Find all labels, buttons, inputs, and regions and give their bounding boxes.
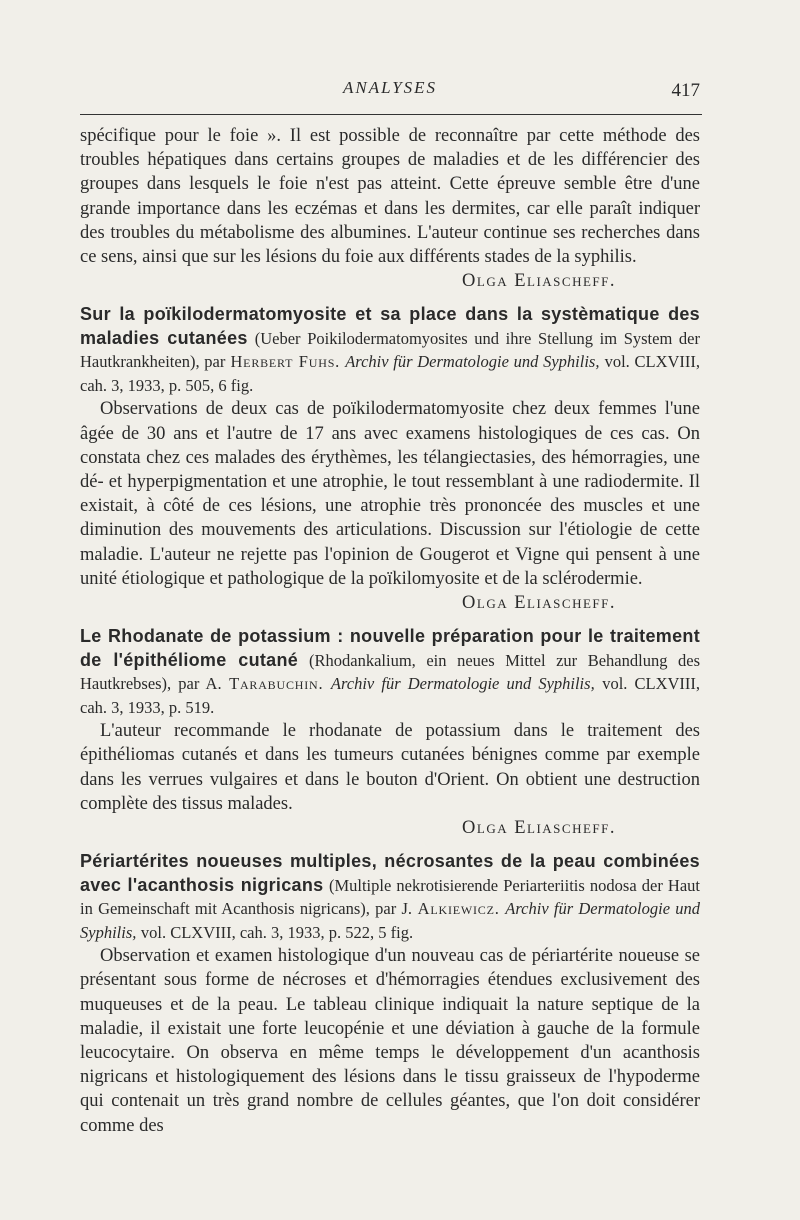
- article-heading: [80, 303, 700, 397]
- article-journal: Archiv für Dermatologie und Syphilis,: [80, 899, 701, 942]
- article-reference: vol. CLXVIII, cah. 3, 1933, p. 522, 5 fig.: [140, 922, 414, 942]
- article-original-title: (Multiple nekrotisierende Periarteriitis nodosa der Haut in Gemeinschaft mit Acanthosis nigricans), par J.: [80, 875, 701, 919]
- article-author: Herbert Fuhs.: [230, 352, 341, 372]
- article-body: Observations de deux cas de poïkilodermatomyosite chez deux femmes l'une âgée de 30 ans et l'autre de 17 ans avec examens histologiques de ces cas. On constata chez ces malades des érythèmes, les télangiectasies, des hémorragies, une dé- et hyperpigmentation et une atrophie, le tout ressemblant à une radiodermite. Il existait, à côté de ces lésions, une atrophie très prononcée des muscles et une diminution des mouvements des articulations. Discussion sur l'étiologie de cette maladie. L'auteur ne rejette pas l'opinion de Gougerot et Vigne qui pensent à une unité étiologique et pathologique de la poïkilomyosite et de la sclérodermie.: [80, 399, 700, 589]
- article-heading: [80, 850, 700, 944]
- article-title: Sur la poïkilodermatomyosite et sa place dans la systèmatique des maladies cutanées: [80, 304, 700, 348]
- article-author: Tarabuchin.: [229, 674, 324, 694]
- article-body: L'auteur recommande le rhodanate de potassium dans le traitement des épithéliomas cutanés et dans les tumeurs cutanées bénignes comme par exemple dans les verrues vulgaires et dans le bouton d'Orient. On obtient une destruction complète des tissus malades.: [80, 721, 700, 814]
- article-periarterites: [80, 850, 700, 1138]
- intro-signature: Olga Eliascheff.: [462, 271, 616, 292]
- article-heading: [80, 625, 700, 719]
- article-rhodanate: [80, 625, 700, 840]
- page-content: [80, 124, 700, 1138]
- article-title: Périartérites noueuses multiples, nécrosantes de la peau combinées avec l'acanthosis nigricans: [80, 851, 700, 895]
- article-poikilodermatomyosite: [80, 303, 700, 615]
- article-signature: Olga Eliascheff.: [462, 593, 616, 614]
- article-body: Observation et examen histologique d'un nouveau cas de périartérite noueuse se présentant sous forme de nécroses et d'hémorragies étendues exclusivement des muqueuses et de la peau. Le tableau clinique indiquait la nature septique de la maladie, il existait une forte leucopénie et une déviation à gauche de la formule leucocytaire. On observa en même temps le développement d'un acanthosis nigricans et histologiquement des lésions dans le tissu graisseux de l'hypoderme qui contenait un très grand nombre de cellules géantes, que l'on doit considérer comme des: [80, 946, 700, 1136]
- article-journal: Archiv für Dermatologie und Syphilis,: [345, 352, 600, 372]
- article-title: Le Rhodanate de potassium : nouvelle préparation pour le traitement de l'épithéliome cutané: [80, 626, 700, 670]
- page-number: 417: [671, 80, 700, 101]
- article-original-title: (Ueber Poikilodermatomyosites und ihre Stellung im System der Hautkrankheiten), par: [80, 328, 700, 372]
- running-title: ANALYSES: [342, 78, 438, 97]
- article-journal: Archiv für Dermatologie und Syphilis,: [330, 674, 595, 694]
- article-original-title: (Rhodankalium, ein neues Mittel zur Behandlung des Hautkrebses), par A.: [80, 650, 700, 694]
- article-author: Alkiewicz.: [417, 899, 500, 919]
- intro-paragraph: spécifique pour le foie ». Il est possible de reconnaître par cette méthode des troubles hépatiques dans certains groupes de maladies et de les différencier des groupes dans lesquels le foie n'est pas atteint. Cette épreuve semble être d'une grande importance dans les eczémas et dans les dermites, car elle paraît indiquer des troubles du métabolisme des albumines. L'auteur continue ses recherches dans ce sens, ainsi que sur les lésions du foie aux différents stades de la syphilis.: [80, 126, 700, 268]
- article-reference: vol. CLXVIII, cah. 3, 1933, p. 519.: [80, 674, 701, 717]
- header-rule: [80, 114, 702, 115]
- article-reference: vol. CLXVIII, cah. 3, 1933, p. 505, 6 fig.: [80, 352, 701, 395]
- article-signature: Olga Eliascheff.: [462, 818, 616, 839]
- page-header: [80, 78, 700, 108]
